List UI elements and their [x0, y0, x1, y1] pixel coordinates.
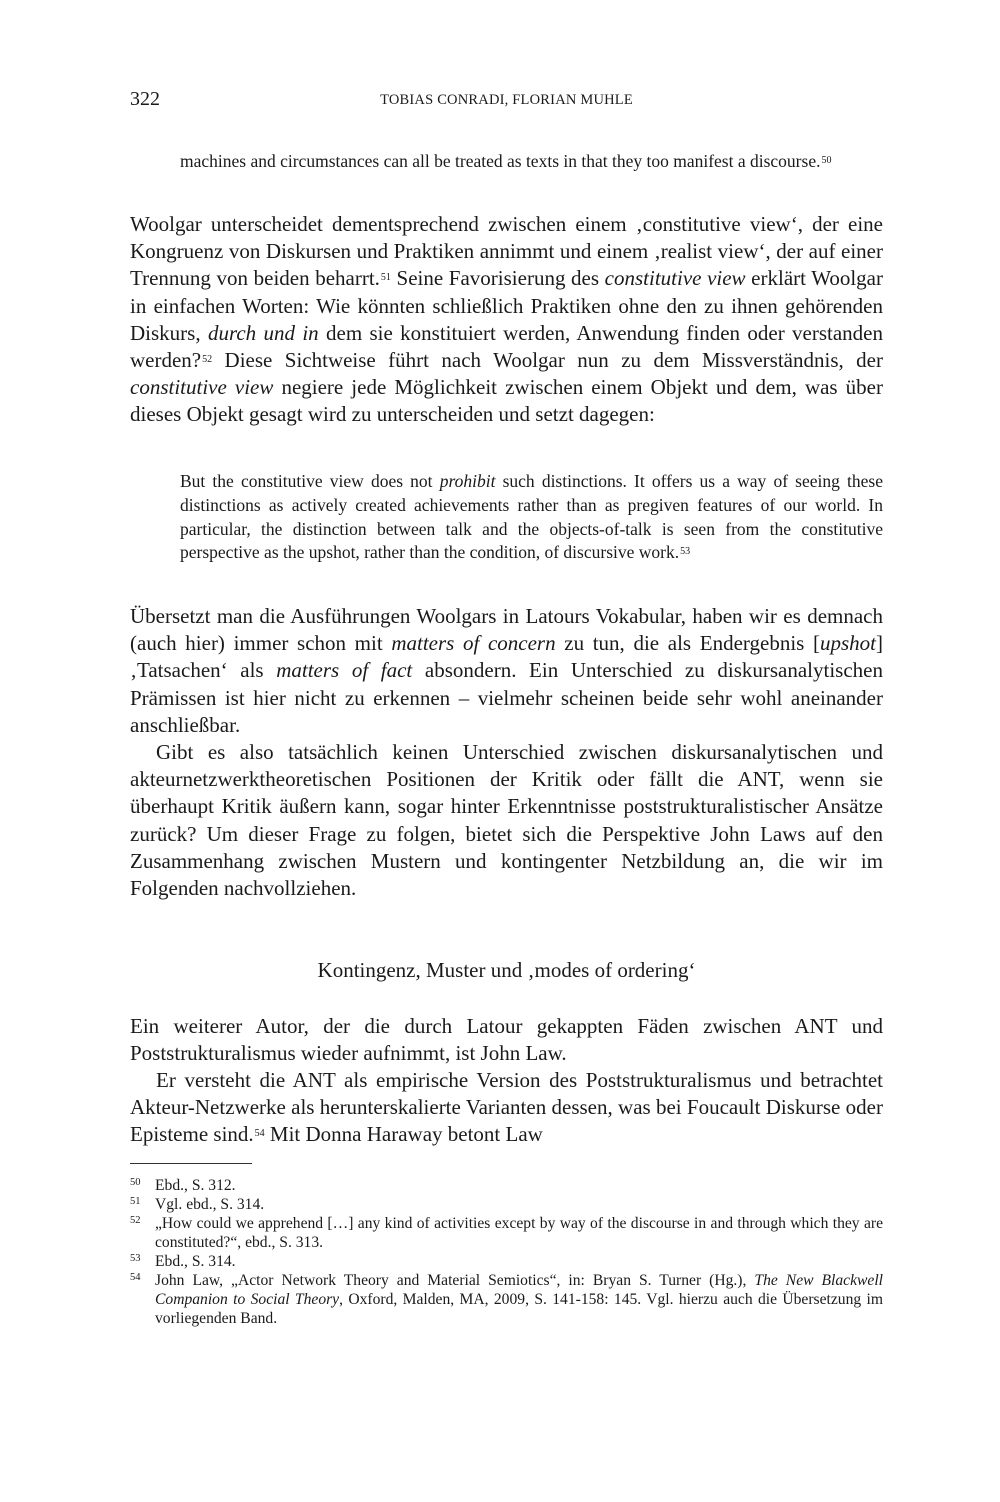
footnote-number: 51: [130, 1196, 141, 1207]
book-title: The New Blackwell Companion to Social Theory: [155, 1272, 883, 1308]
italic-term: upshot: [819, 631, 876, 656]
paragraph-5: [130, 1067, 883, 1149]
text: But the constitutive view does not: [180, 471, 440, 491]
block-quote-2: [180, 470, 883, 565]
page-number: 322: [130, 88, 160, 110]
footnote-ref[interactable]: 50: [821, 155, 832, 166]
text: zu tun, die als Endergebnis [: [555, 631, 820, 656]
section-heading: Kontingenz, Muster und ‚modes of ordering‘: [317, 958, 696, 982]
text: Diese Sichtweise führt nach Woolgar nun zu dem Missverständnis, der: [212, 348, 883, 373]
paragraph-2: [130, 603, 883, 739]
text: erklärt Woolgar in einfachen Worten: Wie könnten schließlich Praktiken ohne den zu ihnen gehörenden Diskurs,: [130, 266, 883, 345]
text: negiere jede Möglichkeit zwischen einem Objekt und dem, was über dieses Objekt gesagt wird zu unterscheiden und setzt dagegen:: [130, 375, 883, 427]
paragraph-3: Gibt es also tatsächlich keinen Unterschied zwischen diskursanalytischen und akteurnetzwerktheoretischen Positionen der Kritik oder fällt die ANT, wenn sie überhaupt Kritik äußern kann, sogar hinter Erkenntnisse poststrukturalistischer Ansätze zurück? Um dieser Frage zu folgen, bietet sich die Perspektive John Laws auf den Zusammenhang zwischen Mustern und kontingenter Netzbildung an, die wir im Folgenden nachvollziehen.: [130, 740, 883, 901]
italic-term: constitutive view: [130, 375, 274, 400]
footnote: [130, 1195, 883, 1214]
text: Seine Favorisierung des: [390, 266, 605, 291]
footnote-number: 53: [130, 1253, 141, 1264]
text: ] ‚Tatsachen‘ als: [130, 631, 883, 683]
footnote-ref[interactable]: 52: [202, 354, 213, 366]
footnote-text: „How could we apprehend […] any kind of activities except by way of the discourse in and through which they are constituted?“, ebd., S. 313.: [155, 1215, 883, 1251]
footnote-number: 50: [130, 1177, 141, 1188]
paragraph-4: Ein weiterer Autor, der die durch Latour gekappten Fäden zwischen ANT und Poststrukturalismus wieder aufnimmt, ist John Law.: [130, 1014, 883, 1066]
italic-term: constitutive view: [604, 266, 746, 291]
footnote-text: Ebd., S. 314.: [155, 1253, 236, 1270]
italic-term: prohibit: [439, 471, 496, 491]
text: Er versteht die ANT als empirische Version des Poststrukturalismus und betrachtet Akteur-Netzwerke als herunterskalierte Varianten dessen, was bei Foucault Diskurse oder Episteme sind.: [130, 1068, 883, 1147]
quote-text: machines and circumstances can all be treated as texts in that they too manifest a discourse.: [180, 151, 821, 171]
text: Mit Donna Haraway betont Law: [264, 1122, 543, 1147]
footnote: [130, 1252, 883, 1271]
footnote-divider: [130, 1163, 252, 1164]
footnote: [130, 1271, 883, 1328]
footnote-text: Ebd., S. 312.: [155, 1177, 236, 1194]
text: absondern. Ein Unterschied zu diskursanalytischen Prämissen ist hier nicht zu erkennen – vielmehr scheinen beide sehr wohl aneinander anschließbar.: [130, 658, 883, 737]
italic-term: durch und in: [207, 320, 319, 345]
footnote-ref[interactable]: 53: [680, 546, 691, 558]
page-header: [130, 88, 883, 118]
text: dem sie konstituiert werden, Anwendung finden oder verstanden werden?: [130, 320, 883, 373]
footnote-ref[interactable]: 51: [380, 272, 391, 284]
footnote-text: , Oxford, Malden, MA, 2009, S. 141-158: 145. Vgl. hierzu auch die Übersetzung im vorliegenden Band.: [155, 1291, 883, 1327]
running-head: TOBIAS CONRADI, FLORIAN MUHLE: [380, 92, 633, 108]
footnote-ref[interactable]: 54: [254, 1128, 265, 1140]
footnote-text: John Law, „Actor Network Theory and Material Semiotics“, in: Bryan S. Turner (Hg.),: [155, 1272, 755, 1289]
footnote: [130, 1176, 883, 1195]
paragraph-1: [130, 211, 883, 429]
italic-term: matters of concern: [391, 631, 556, 656]
footnote-number: 52: [130, 1215, 141, 1226]
footnote: [130, 1214, 883, 1252]
footnotes: [130, 1176, 883, 1328]
text: Woolgar unterscheidet dementsprechend zwischen einem ‚constitutive view‘, der eine Kongruenz von Diskursen und Praktiken annimmt und einem ‚realist view‘, der auf einer Trennung von beiden beharrt.: [130, 212, 883, 291]
text: such distinctions. It offers us a way of seeing these distinctions as actively created achievements rather than as pregiven features of our world. In particular, the distinction between talk and the objects-of-talk is seen from the constitutive perspective as the upshot, rather than the condition, of discursive work.: [180, 471, 884, 563]
text: Übersetzt man die Ausführungen Woolgars in Latours Vokabular, haben wir es demnach (auch hier) immer schon mit: [130, 604, 883, 656]
footnote-text: Vgl. ebd., S. 314.: [155, 1196, 265, 1213]
italic-term: matters of fact: [276, 658, 413, 683]
block-quote-1: [180, 150, 883, 174]
footnote-number: 54: [130, 1272, 141, 1283]
